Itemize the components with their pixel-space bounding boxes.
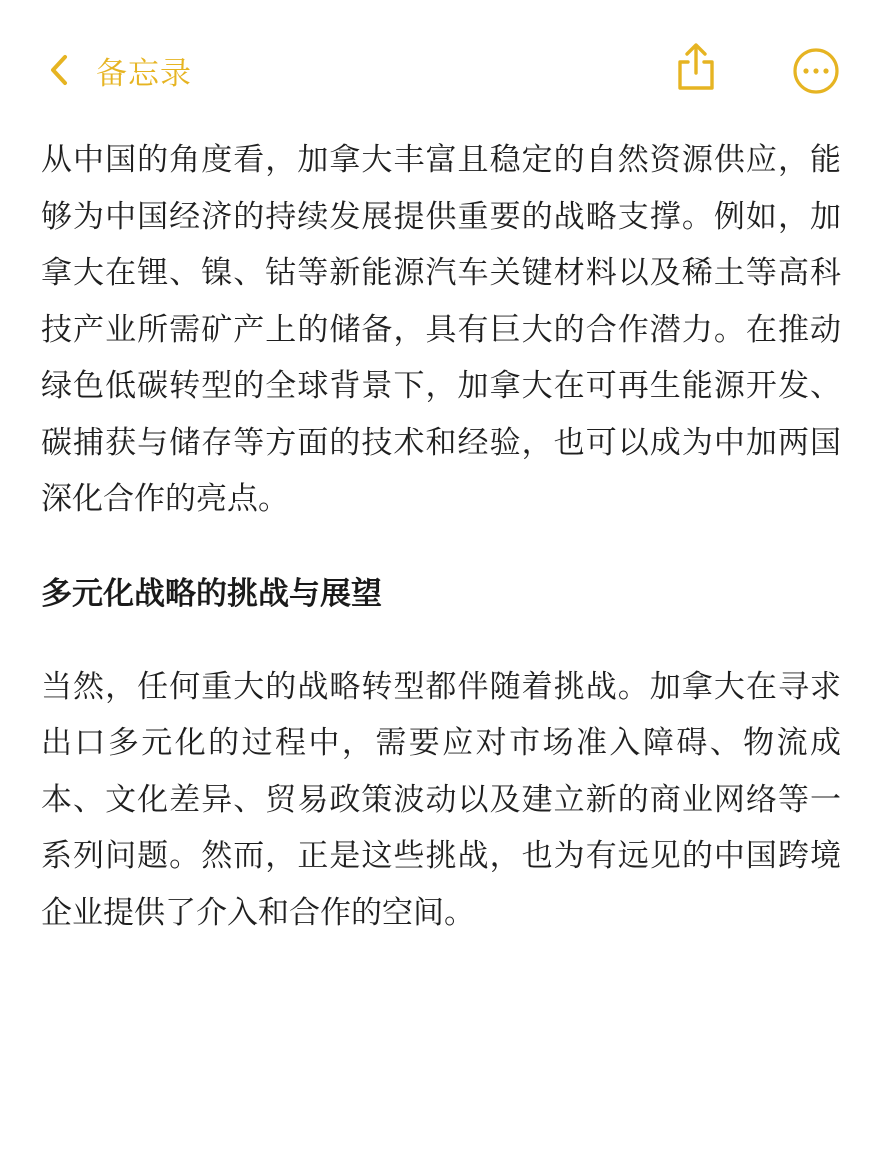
note-paragraph: 当然，任何重大的战略转型都伴随着挑战。加拿大在寻求出口多元化的过程中，需要应对市场准入障碍、物流成本、文化差异、贸易政策波动以及建立新的商业网络等一系列问题。然而，正是这些挑战，也为有远见的中国跨境企业提供了介入和合作的空间。 — [41, 668, 841, 931]
share-button[interactable] — [674, 42, 718, 92]
section-heading: 多元化战略的挑战与展望 — [41, 575, 382, 612]
chevron-left-icon — [48, 44, 78, 96]
note-body[interactable] — [41, 132, 841, 941]
note-paragraph: 从中国的角度看，加拿大丰富且稳定的自然资源供应，能够为中国经济的持续发展提供重要的战略支撑。例如，加拿大在锂、镍、钴等新能源汽车关键材料以及稀土等高科技产业所需矿产上的储备，具有巨大的合作潜力。在推动绿色低碳转型的全球背景下，加拿大在可再生能源开发、碳捕获与储存等方面的技术和经验，也可以成为中加两国深化合作的亮点。 — [41, 142, 841, 517]
share-icon — [674, 42, 718, 92]
back-button[interactable] — [48, 44, 192, 96]
more-button[interactable] — [792, 47, 840, 95]
back-label: 备忘录 — [96, 55, 192, 92]
navigation-bar — [0, 0, 880, 140]
ellipsis-circle-icon — [792, 47, 840, 95]
